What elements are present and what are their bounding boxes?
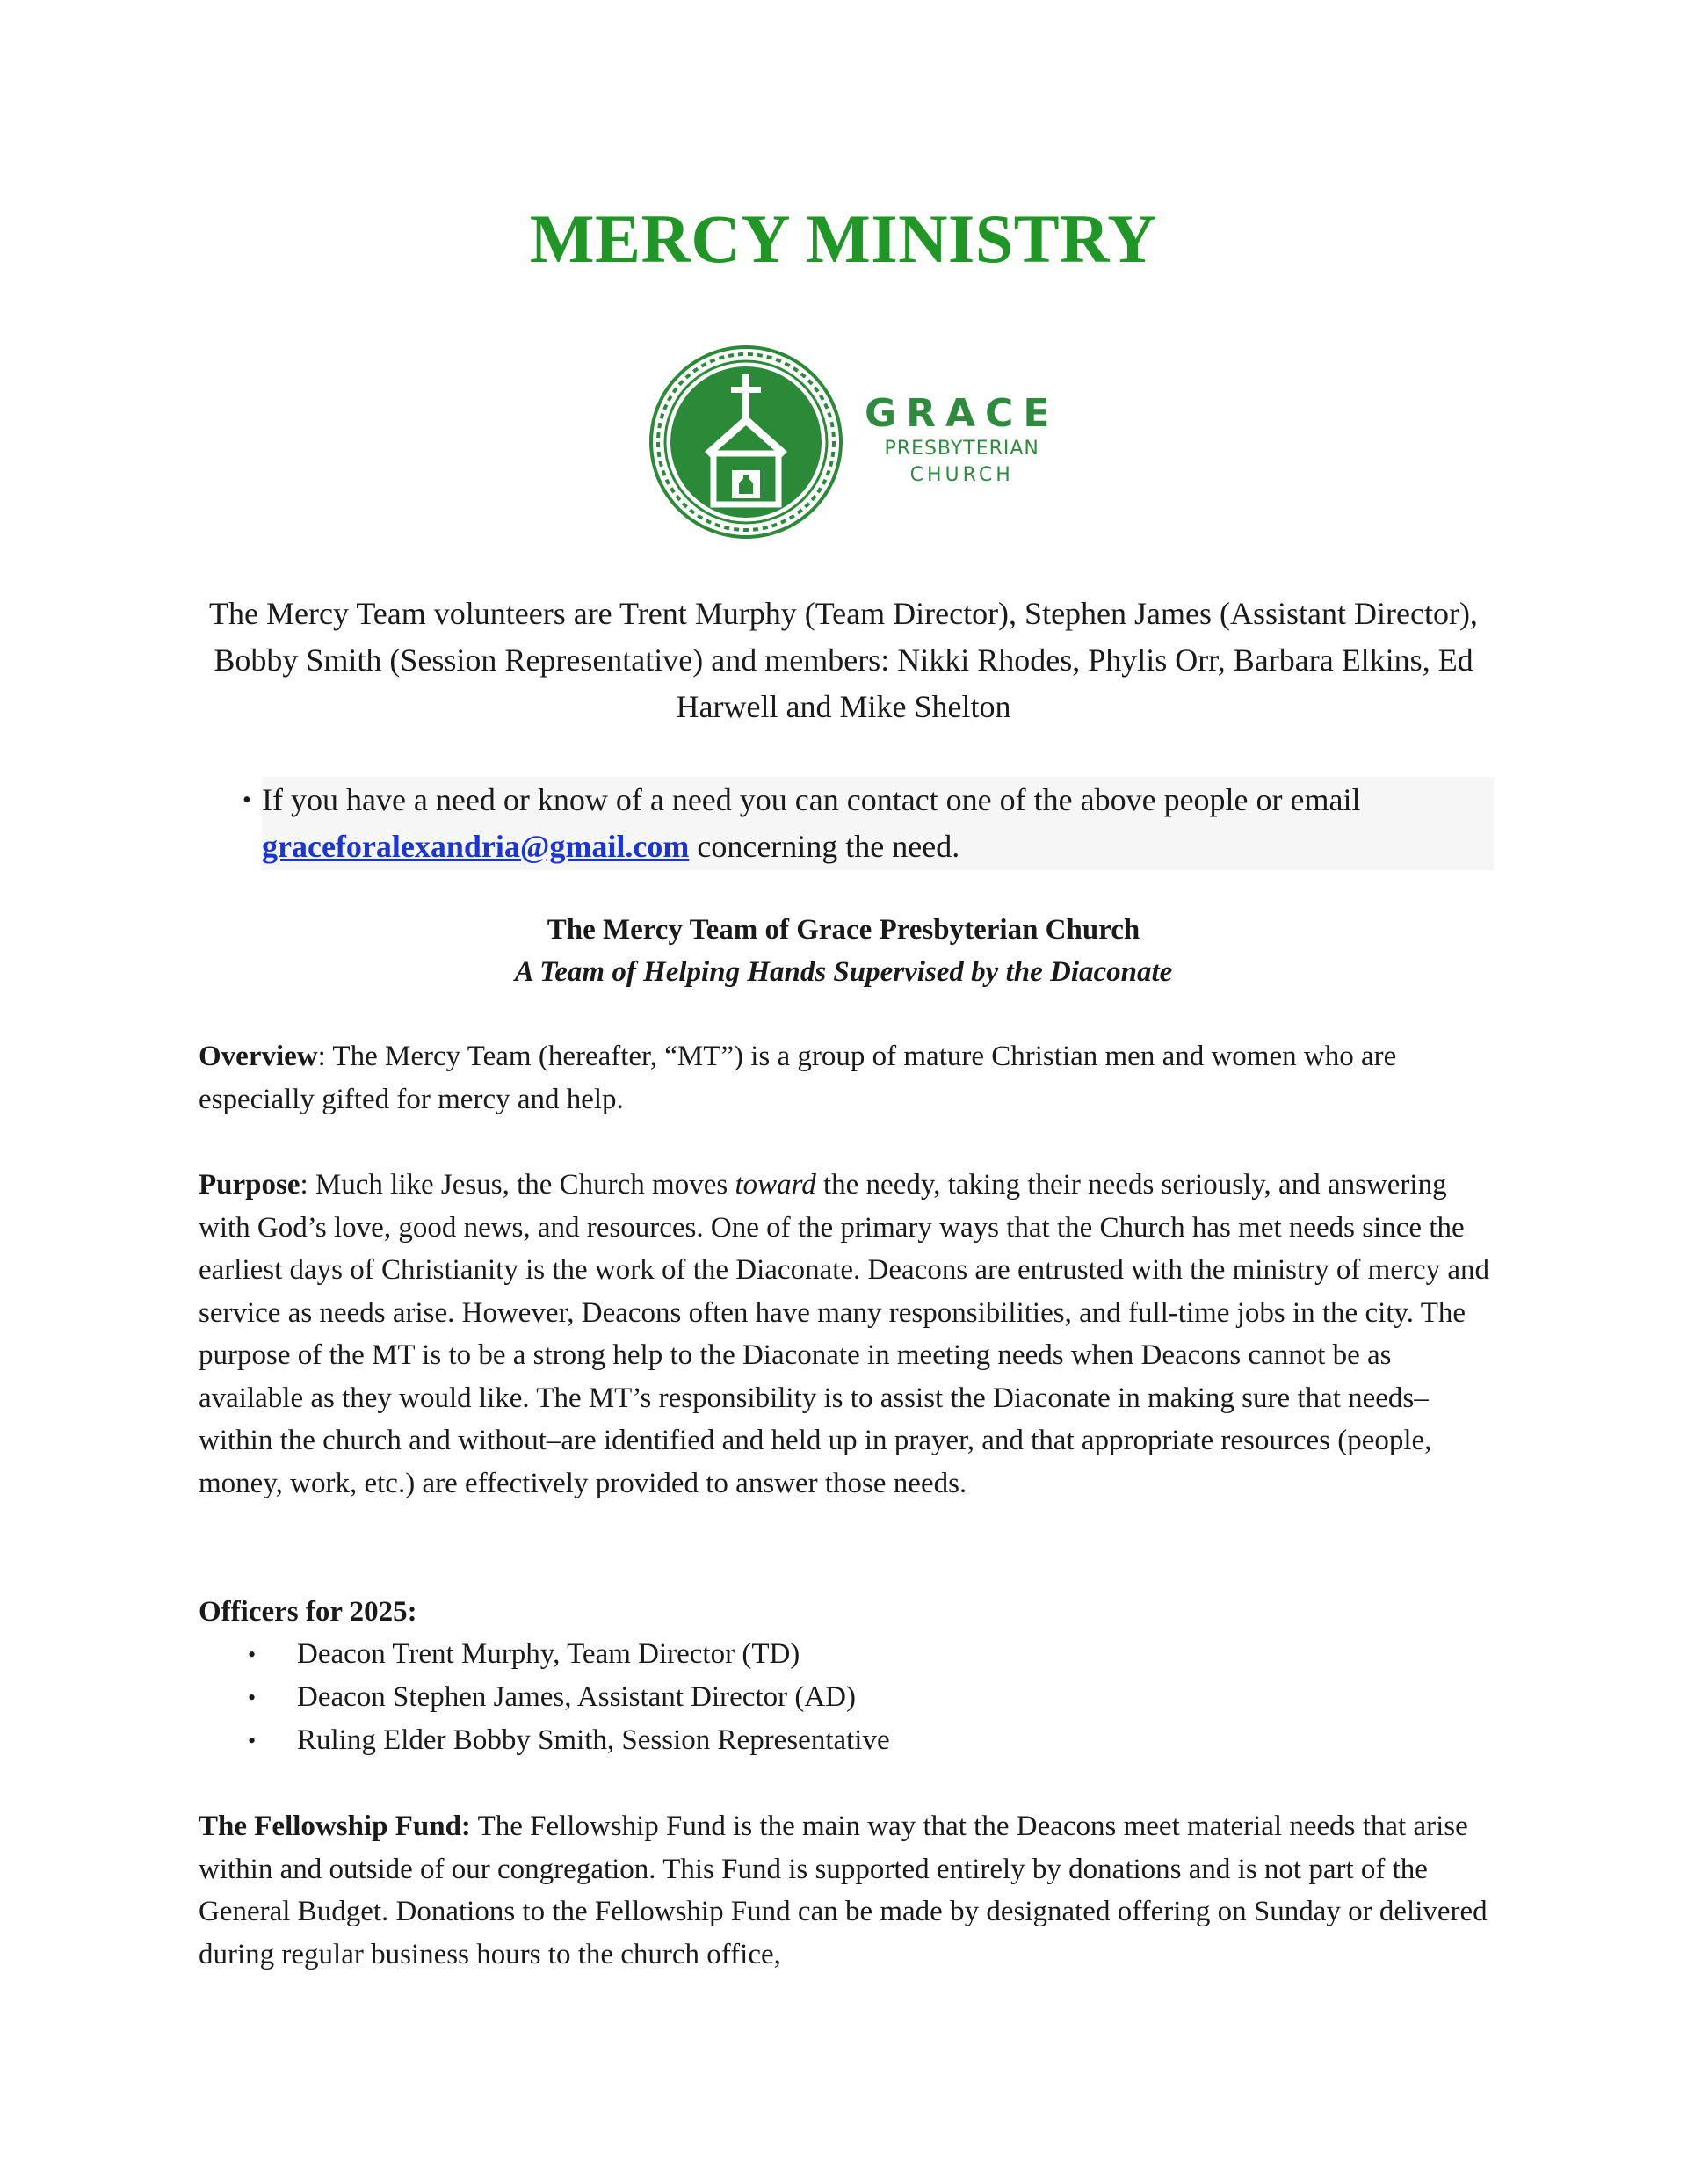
officers-heading: Officers for 2025: [199,1596,417,1628]
list-item [199,1633,1490,1676]
list-item [199,1676,1490,1719]
fellowship-paragraph [199,1805,1490,1976]
officer-name: Deacon Trent Murphy, Team Director (TD) [297,1638,800,1670]
logo-wordmark [865,392,1059,489]
purpose-label: Purpose [199,1169,300,1201]
church-with-cross-icon [647,343,845,541]
overview-paragraph [199,1035,1490,1121]
contact-text [262,777,1494,870]
team-heading: The Mercy Team of Grace Presbyterian Church [547,914,1140,946]
bullet-icon: • [248,1728,257,1753]
overview-label: Overview [199,1041,318,1072]
purpose-paragraph [199,1164,1490,1505]
purpose-emphasis: toward [735,1169,816,1201]
page-title: MERCY MINISTRY [529,200,1158,277]
volunteers-intro: The Mercy Team volunteers are Trent Murphy (Team Director), Stephen James (Assistant Director), Bobby Smith (Session Representative) and members: Nikki Rhodes, Phylis Orr, Barbara Elkins, Ed Harwell and Mike Shelton [209,596,1478,724]
officer-name: Deacon Stephen James, Assistant Director (AD) [297,1681,857,1713]
contact-bullet [193,777,1494,870]
officers-list [199,1633,1490,1762]
officer-name: Ruling Elder Bobby Smith, Session Representative [297,1724,890,1756]
bullet-icon: • [248,1642,257,1667]
overview-text: : The Mercy Team (hereafter, “MT”) is a group of mature Christian men and women who are especially gifted for mercy and help. [199,1041,1397,1115]
contact-text-before: If you have a need or know of a need you can contact one of the above people or email [262,782,1361,817]
church-logo [647,343,1060,545]
logo-line-church: CHURCH [909,464,1014,486]
fellowship-label: The Fellowship Fund: [199,1810,471,1842]
list-item [199,1719,1490,1762]
logo-line-presbyterian: PRESBYTERIAN [884,438,1039,460]
email-link[interactable]: graceforalexandria@gmail.com [262,829,690,864]
bullet-icon: • [243,787,251,814]
logo-line-grace: GRACE [865,391,1060,436]
contact-text-after: concerning the need. [689,829,960,864]
fellowship-text: The Fellowship Fund is the main way that the Deacons meet material needs that arise within and outside of our congregation. This Fund is supported entirely by donations and is not part of the General Budget. Donations to the Fellowship Fund can be made by designated offering on Sunday or delivered during regular business hours to the church office, [199,1810,1488,1970]
bullet-icon: • [248,1685,257,1710]
team-subheading: A Team of Helping Hands Supervised by the Diaconate [514,956,1173,988]
purpose-text-a: : Much like Jesus, the Church moves [300,1169,735,1201]
purpose-text-b: the needy, taking their needs seriously, and answering with God’s love, good news, and resources. One of the primary ways that the Church has met needs since the earliest days of Christianity is the work of the Diaconate. Deacons are entrusted with the ministry of mercy and service as needs arise. However, Deacons often have many responsibilities, and full-time jobs in the city. The purpose of the MT is to be a strong help to the Diaconate in meeting needs when Deacons cannot be as available as they would like. The MT’s responsibility is to assist the Diaconate in making sure that needs–within the church and without–are identified and held up in prayer, and that appropriate resources (people, money, work, etc.) are effectively provided to answer those needs. [199,1169,1489,1499]
